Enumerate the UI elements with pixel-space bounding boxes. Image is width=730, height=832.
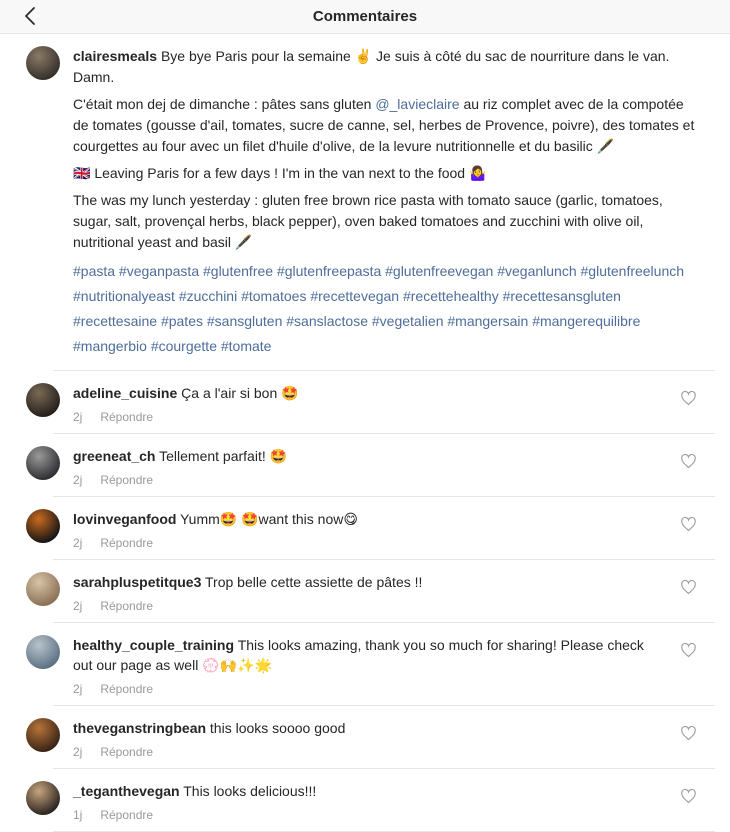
caption-text-fr-after: au riz complet avec de la compotée de tomates (gousse d'ail, tomates, sucre de canne, sel, herbes de Provence, poivre), des tomates et courgettes au four avec un filet d'huile d'olive, de la levure nutritionnelle et du basilic 🖋️ bbox=[73, 96, 695, 154]
reply-button[interactable]: Répondre bbox=[100, 473, 154, 487]
comments-list bbox=[0, 371, 730, 832]
caption-text-fr-before: C'était mon dej de dimanche : pâtes sans gluten bbox=[73, 96, 376, 112]
comment-body bbox=[73, 572, 700, 613]
comment-line bbox=[73, 572, 700, 592]
comment-meta bbox=[73, 745, 700, 759]
comment-line bbox=[73, 446, 700, 466]
comment-username[interactable]: sarahpluspetitque3 bbox=[73, 574, 202, 590]
comment-username[interactable]: _teganthevegan bbox=[73, 783, 180, 799]
like-comment-button[interactable] bbox=[680, 453, 697, 470]
comment-text: This looks amazing, thank you so much for sharing! Please check out our page as well 💮🙌✨🌟 bbox=[73, 637, 644, 673]
comment-text: This looks delicious!!! bbox=[183, 783, 317, 799]
comment-username[interactable]: lovinveganfood bbox=[73, 511, 177, 527]
avatar[interactable] bbox=[26, 383, 60, 417]
comment-time: 2j bbox=[73, 536, 83, 550]
comment-meta bbox=[73, 808, 700, 822]
heart-outline-icon bbox=[680, 793, 697, 808]
comment-body bbox=[73, 781, 700, 822]
comment-text: this looks soooo good bbox=[209, 720, 346, 736]
heart-outline-icon bbox=[680, 458, 697, 473]
avatar[interactable] bbox=[26, 446, 60, 480]
reply-button[interactable]: Répondre bbox=[100, 745, 154, 759]
comment-line bbox=[73, 383, 700, 403]
comment-time: 2j bbox=[73, 599, 83, 613]
page-title: Commentaires bbox=[312, 8, 418, 25]
comment-time: 2j bbox=[73, 745, 83, 759]
comment-meta bbox=[73, 599, 700, 613]
caption-username[interactable]: clairesmeals bbox=[73, 48, 158, 64]
like-comment-button[interactable] bbox=[680, 788, 697, 805]
back-button[interactable] bbox=[16, 4, 44, 30]
comment-meta bbox=[73, 473, 700, 487]
avatar[interactable] bbox=[26, 572, 60, 606]
comment-row bbox=[0, 560, 730, 623]
comment-body bbox=[73, 509, 700, 550]
comment-row bbox=[0, 769, 730, 832]
comment-body bbox=[73, 718, 700, 759]
avatar[interactable] bbox=[26, 509, 60, 543]
post-caption bbox=[0, 34, 730, 371]
like-comment-button[interactable] bbox=[680, 516, 697, 533]
avatar[interactable] bbox=[26, 718, 60, 752]
comment-text: Tellement parfait! 🤩 bbox=[159, 448, 288, 464]
reply-button[interactable]: Répondre bbox=[100, 536, 154, 550]
reply-button[interactable]: Répondre bbox=[100, 410, 154, 424]
comment-meta bbox=[73, 682, 700, 696]
comment-row bbox=[0, 497, 730, 560]
comment-username[interactable]: theveganstringbean bbox=[73, 720, 207, 736]
comment-username[interactable]: adeline_cuisine bbox=[73, 385, 178, 401]
avatar[interactable] bbox=[26, 781, 60, 815]
heart-outline-icon bbox=[680, 521, 697, 536]
heart-outline-icon bbox=[680, 730, 697, 745]
caption-paragraph-fr bbox=[73, 94, 700, 157]
avatar[interactable] bbox=[26, 46, 60, 80]
reply-button[interactable]: Répondre bbox=[100, 808, 154, 822]
comment-meta bbox=[73, 536, 700, 550]
heart-outline-icon bbox=[680, 584, 697, 599]
comment-row bbox=[0, 706, 730, 769]
chevron-left-icon bbox=[21, 6, 39, 29]
hashtag-links[interactable]: #pasta #veganpasta #glutenfree #glutenfreepasta #glutenfreevegan #veganlunch #glutenfreelunch #nutritionalyeast #zucchini #tomatoes #recettevegan #recettehealthy #recettesansgluten #recettesaine #pates #sansgluten #sanslactose #vegetalien #mangersain #mangerequilibre #mangerbio #courgette #tomate bbox=[73, 263, 685, 354]
caption-body bbox=[73, 46, 700, 361]
caption-line-1 bbox=[73, 46, 700, 88]
caption-line-en: 🇬🇧 Leaving Paris for a few days ! I'm in the van next to the food 🤷‍♀️ bbox=[73, 165, 487, 181]
comment-body bbox=[73, 446, 700, 487]
caption-text-1: Bye bye Paris pour la semaine ✌️ Je suis à côté du sac de nourriture dans le van. Damn. bbox=[73, 48, 670, 85]
comment-username[interactable]: greeneat_ch bbox=[73, 448, 156, 464]
comment-line bbox=[73, 718, 700, 738]
comment-time: 2j bbox=[73, 682, 83, 696]
comment-row bbox=[0, 371, 730, 434]
comment-line bbox=[73, 635, 700, 675]
comment-row bbox=[0, 434, 730, 497]
comment-line bbox=[73, 509, 700, 529]
avatar[interactable] bbox=[26, 635, 60, 669]
comment-meta bbox=[73, 410, 700, 424]
caption-paragraph-en: The was my lunch yesterday : gluten free brown rice pasta with tomato sauce (garlic, tomatoes, sugar, salt, provençal herbs, black pepper), oven baked tomatoes and zucchini with olive oil, nutritional yeast and basil 🖋️ bbox=[73, 192, 663, 250]
comment-text: Trop belle cette assiette de pâtes !! bbox=[205, 574, 423, 590]
like-comment-button[interactable] bbox=[680, 390, 697, 407]
comment-time: 2j bbox=[73, 410, 83, 424]
comment-text: Yumm🤩 🤩want this now😋 bbox=[180, 511, 358, 527]
reply-button[interactable]: Répondre bbox=[100, 682, 154, 696]
comment-time: 2j bbox=[73, 473, 83, 487]
like-comment-button[interactable] bbox=[680, 725, 697, 742]
reply-button[interactable]: Répondre bbox=[100, 599, 154, 613]
comment-body bbox=[73, 635, 700, 696]
comment-row bbox=[0, 623, 730, 706]
header-bar bbox=[0, 0, 730, 34]
comment-username[interactable]: healthy_couple_training bbox=[73, 637, 235, 653]
mention-link[interactable]: @_lavieclaire bbox=[375, 96, 460, 112]
comment-time: 1j bbox=[73, 808, 83, 822]
comment-text: Ça a l'air si bon 🤩 bbox=[181, 385, 299, 401]
like-comment-button[interactable] bbox=[680, 579, 697, 596]
heart-outline-icon bbox=[680, 395, 697, 410]
heart-outline-icon bbox=[680, 647, 697, 662]
like-comment-button[interactable] bbox=[680, 642, 697, 659]
comment-body bbox=[73, 383, 700, 424]
comment-line bbox=[73, 781, 700, 801]
